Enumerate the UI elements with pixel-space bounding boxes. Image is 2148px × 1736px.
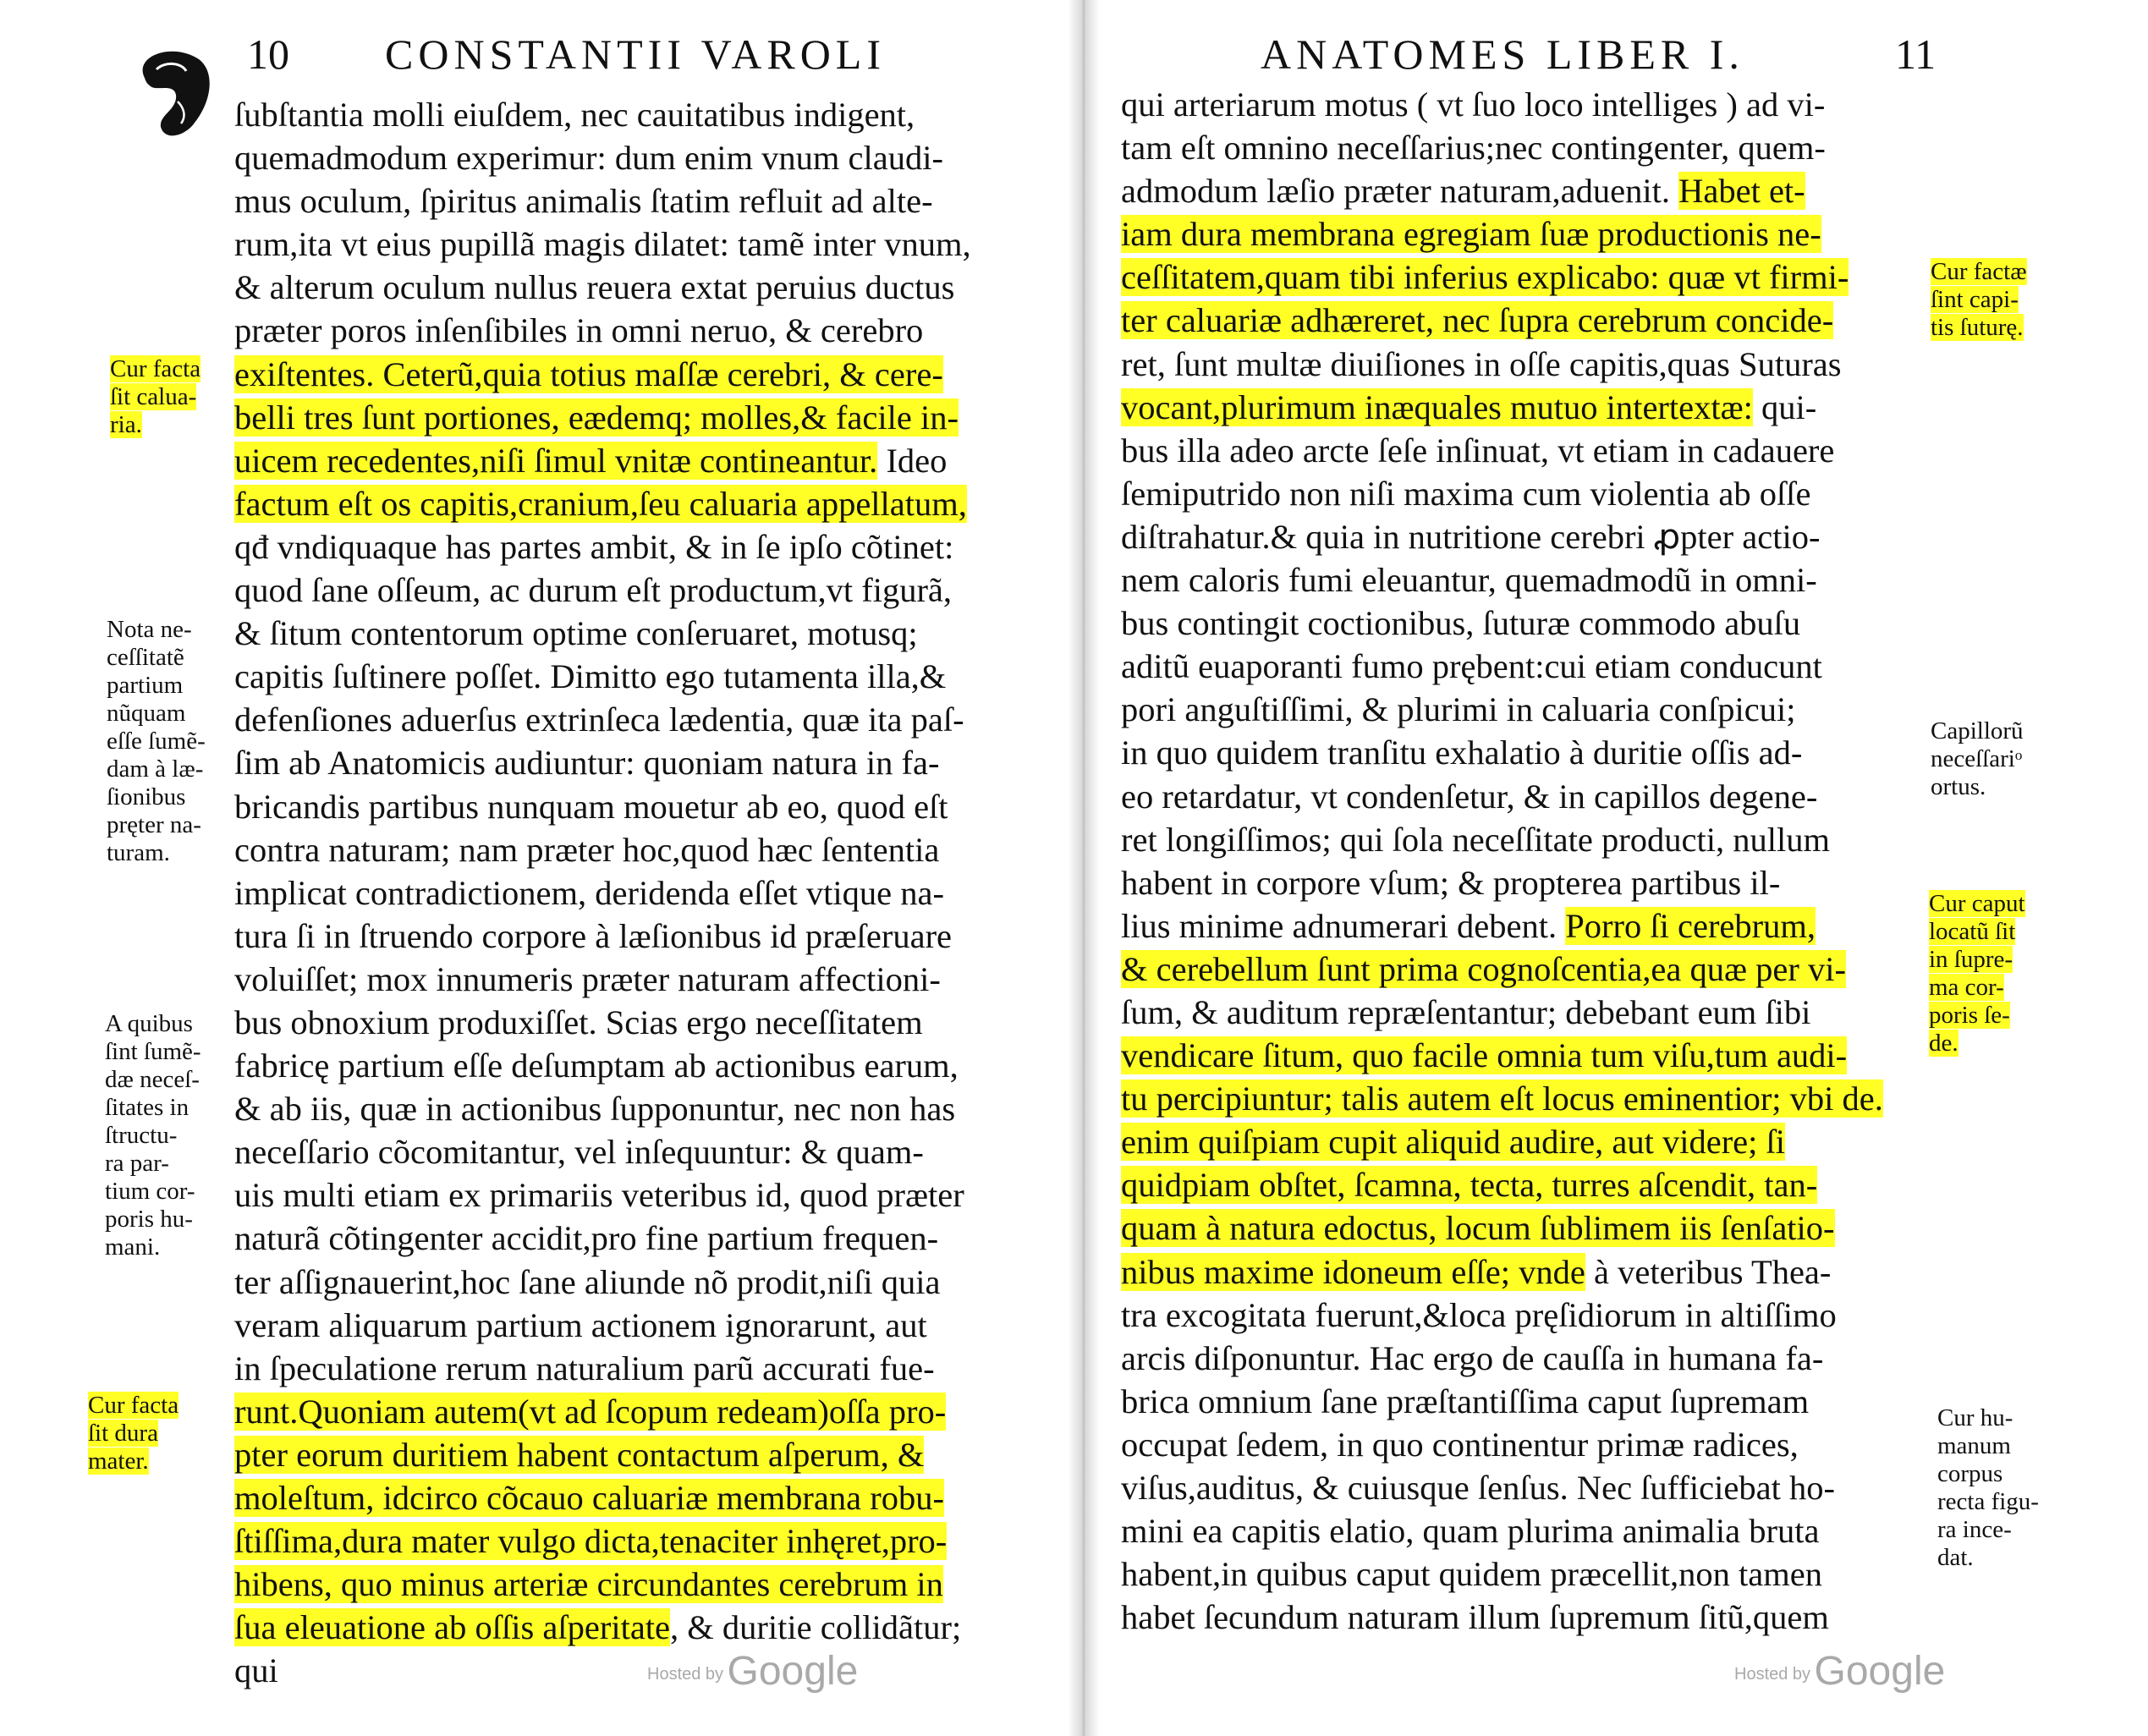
watermark-prefix: Hosted by: [647, 1665, 724, 1684]
margin-note-line: dam à læ-: [107, 755, 204, 783]
highlighted-text: Porro ſi cerebrum,: [1565, 906, 1816, 945]
margin-note-line: ſitates in: [105, 1094, 190, 1121]
margin-note-line: [88, 1420, 179, 1448]
text-line: nem caloris fumi eleuantur, quemadmodũ in omni-: [1121, 561, 1817, 600]
text-line: uis multi etiam ex primariis veteribus id, quod præter: [234, 1176, 964, 1215]
margin-note-line: ra par-: [105, 1150, 169, 1177]
margin-note-line: [1929, 890, 2025, 918]
margin-note-line: ſtructu-: [105, 1122, 178, 1149]
text-line: ſim ab Anatomicis audiuntur: quoniam natura in fa-: [234, 744, 940, 783]
margin-note-line: [110, 355, 201, 383]
text-line: in ſpeculatione rerum naturalium parũ accurati fue-: [234, 1349, 935, 1387]
highlighted-text: quidpiam obſtet, ſcamna, tecta, turres aſcendit, tan-: [1121, 1166, 1818, 1205]
highlighted-text: Cur facta: [110, 355, 201, 382]
margin-note-line: dæ neceſ-: [105, 1066, 200, 1093]
highlighted-text: ceſſitatem,quam tibi inferius explicabo: quæ vt firmi-: [1121, 258, 1849, 297]
text-line: [234, 1563, 971, 1606]
highlighted-text: Cur caput: [1929, 890, 2025, 917]
margin-note-line: ra ince-: [1937, 1516, 2012, 1543]
margin-note-line: dat.: [1937, 1544, 1974, 1571]
highlighted-text: locatũ ſit: [1929, 918, 2016, 945]
text-line: in quo quidem tranſitu exhalatio à duritie oſſis ad-: [1121, 733, 1803, 772]
text-line: brica omnium ſane præſtantiſſima caput ſupremam: [1121, 1382, 1810, 1420]
text-line: [234, 1433, 971, 1476]
text-line: implicat contradictionem, deridenda eſſet vtique na-: [234, 873, 944, 912]
running-head: CONSTANTII VAROLI: [385, 30, 886, 78]
text-line: bricandis partibus nunquam mouetur ab eo, quod eſt: [234, 787, 948, 826]
text-line: voluiſſet; mox innumeris præter naturam affectioni-: [234, 959, 941, 998]
highlighted-text: tu percipiuntur; talis autem eſt locus eminentior; vbi de.: [1121, 1080, 1883, 1118]
margin-note-line: neceſſariᵒ: [1931, 745, 2023, 772]
highlighted-text: & cerebellum ſunt prima cognoſcentia,ea quæ per vi-: [1121, 949, 1846, 988]
highlighted-text: ter caluariæ adhæreret, nec ſupra cerebrum concide-: [1121, 301, 1834, 340]
highlighted-text: ſint capi-: [1931, 286, 2019, 313]
margin-note-line: ſionibus: [107, 783, 186, 810]
margin-note-line: ſint ſumẽ-: [105, 1038, 201, 1065]
text-line: ret, ſunt multæ diuiſiones in oſſe capitis,quas Suturas: [1121, 344, 1842, 383]
book-gutter: [1068, 0, 1100, 1736]
margin-note-cur-facta-dura-mater: [88, 1392, 179, 1475]
highlighted-text: vocant,plurimum inæquales mutuo intertextæ:: [1121, 387, 1753, 426]
text-line: neceſſario cõcomitantur, vel inſequuntur: & quam-: [234, 1133, 924, 1172]
margin-note-line: mani.: [105, 1233, 161, 1261]
highlighted-text: pter eorum duritiem habent contactum aſperum, &: [234, 1435, 925, 1474]
text-line: veram aliquarum partium actionem ignorarunt, aut: [234, 1305, 927, 1344]
text-line: eo retardatur, vt condenſetur, & in capillos degene-: [1121, 777, 1818, 816]
text-line: [1121, 1077, 1883, 1120]
highlighted-text: Habet et-: [1678, 172, 1805, 211]
margin-note-line: Capillorũ: [1931, 717, 2024, 744]
margin-note-line: [1931, 314, 2027, 342]
margin-note-line: Nota ne-: [107, 616, 192, 643]
highlighted-text: vendicare ſitum, quo facile omnia tum viſu,tum audi-: [1121, 1036, 1848, 1075]
margin-note-a-quibus: [105, 1010, 201, 1261]
margin-note-line: poris hu-: [105, 1206, 193, 1233]
margin-note-line: [88, 1392, 179, 1420]
highlighted-text: ſit dura: [88, 1420, 158, 1447]
margin-note-cur-caput-suprema: [1929, 890, 2025, 1058]
margin-note-line: [1931, 286, 2027, 314]
text-line: habent,in quibus caput quidem præcellit,non tamen: [1121, 1555, 1822, 1594]
text-line: qui: [234, 1651, 278, 1690]
text-line: quemadmodum experimur: dum enim vnum claudi-: [234, 139, 943, 178]
highlighted-text: runt.Quoniam autem(vt ad ſcopum redeam)oſſa pro-: [234, 1392, 947, 1431]
margin-note-line: [110, 411, 201, 439]
google-watermark: [1734, 1648, 1945, 1695]
text-line: [1121, 1163, 1883, 1206]
text-line: capitis ſuſtinere poſſet. Dimitto ego tutamenta illa,&: [234, 657, 947, 696]
highlighted-text: enim quiſpiam cupit aliquid audire, aut videre; ſi: [1121, 1123, 1786, 1162]
text-line: occupat ſedem, in quo continentur primæ radices,: [1121, 1425, 1799, 1464]
highlighted-text: ſit calua-: [110, 383, 197, 410]
margin-note-line: [1929, 974, 2025, 1002]
text-line: tura ſi in ſtruendo corpore à læſionibus id præſeruare: [234, 916, 953, 955]
margin-note-cur-humanum-corpus: [1937, 1404, 2039, 1572]
highlighted-text: ſua eleuatione ab oſſis aſperitate: [234, 1608, 671, 1647]
highlighted-text: tis ſuturę.: [1931, 314, 2024, 341]
margin-note-nota-necessitatem: [107, 616, 206, 867]
text-line: lius minime adnumerari debent. Porro ſi cerebrum,: [1121, 906, 1816, 945]
text-line: [1121, 1034, 1883, 1077]
text-line: ſemiputrido non niſi maxima cum violentia ab oſſe: [1121, 474, 1811, 513]
text-line: diſtrahatur.& quia in nutritione cerebri ꝓpter actio-: [1121, 517, 1821, 556]
text-line: uicem recedentes,niſi ſimul vnitæ contineantur. Ideo: [234, 441, 948, 480]
text-line: nibus maxime idoneum eſſe; vnde à veteribus Thea-: [1121, 1252, 1832, 1291]
text-line: quod ſane oſſeum, ac durum eſt productum,vt figurã,: [234, 571, 953, 610]
margin-note-line: [88, 1448, 179, 1475]
text-line: [234, 353, 971, 396]
text-line: [1121, 948, 1883, 991]
text-line: [234, 1476, 971, 1519]
main-text-column: [234, 93, 971, 1692]
text-line: præter poros inſenſibiles in omni neruo, & cerebro: [234, 311, 924, 350]
text-line: qui arteriarum motus ( vt ſuo loco intelliges ) ad vi-: [1121, 85, 1826, 124]
text-line: defenſiones aduerſus extrinſeca lædentia, quæ ita paſ-: [234, 700, 964, 739]
margin-note-line: nũquam: [107, 700, 186, 727]
margin-note-line: partium: [107, 672, 184, 699]
text-line: ſubſtantia molli eiuſdem, nec cauitatibus indigent,: [234, 96, 915, 134]
margin-note-line: Cur hu-: [1937, 1404, 2013, 1431]
text-line: [1121, 1120, 1883, 1163]
text-line: rum,ita vt eius pupillã magis dilatet: tamẽ inter vnum,: [234, 225, 971, 264]
text-line: [1121, 255, 1883, 299]
text-line: pori anguſtiſſimi, & plurimi in caluaria conſpicui;: [1121, 690, 1796, 729]
text-line: arcis diſponuntur. Hac ergo de cauſſa in humana fa-: [1121, 1338, 1824, 1377]
margin-note-line: [1929, 1002, 2025, 1030]
page-number: 10: [247, 30, 289, 78]
text-line: ſua eleuatione ab oſſis aſperitate, & duritie collidãtur;: [234, 1608, 962, 1647]
margin-note-capillorum-ortus: [1931, 717, 2024, 801]
watermark-brand: Google: [727, 1649, 859, 1694]
margin-note-line: [1931, 258, 2027, 286]
highlighted-text: quam à natura edoctus, locum ſublimem iis ſenſatio-: [1121, 1209, 1835, 1248]
highlighted-text: poris ſe-: [1929, 1002, 2010, 1029]
highlighted-text: hibens, quo minus arteriæ circundantes cerebrum in: [234, 1565, 943, 1604]
text-line: tam eſt omnino neceſſarius;nec contingenter, quem-: [1121, 129, 1826, 168]
margin-note-line: tium cor-: [105, 1178, 195, 1205]
text-line: ter aſſignauerint,hoc ſane aliunde nõ prodit,niſi quia: [234, 1262, 941, 1301]
margin-note-line: manum: [1937, 1432, 2011, 1459]
highlighted-text: in ſupre-: [1929, 946, 2013, 973]
margin-note-line: ortus.: [1931, 773, 1986, 800]
highlighted-text: Cur facta: [88, 1392, 179, 1419]
margin-note-cur-factae-suturae: [1931, 258, 2027, 342]
highlighted-text: iam dura membrana egregiam ſuæ productionis ne-: [1121, 215, 1821, 254]
printer-ornament-icon: [127, 42, 220, 144]
highlighted-text: uicem recedentes,niſi ſimul vnitæ contineantur.: [234, 441, 878, 480]
text-line: vocant,plurimum inæquales mutuo intertextæ: qui-: [1121, 387, 1817, 426]
highlighted-text: Cur factæ: [1931, 258, 2027, 285]
text-line: fabricę partium eſſe deſumptam ab actionibus earum,: [234, 1047, 959, 1085]
highlighted-text: exiſtentes. Ceterũ,quia totius maſſæ cerebri, & cere-: [234, 354, 943, 393]
main-text-column: [1121, 83, 1883, 1639]
text-line: ret longiſſimos; qui ſola neceſſitate producti, nullum: [1121, 820, 1830, 859]
text-line: aditũ euaporanti fumo prębent:cui etiam conducunt: [1121, 647, 1822, 686]
watermark-brand: Google: [1814, 1649, 1946, 1694]
text-line: habent in corpore vſum; & propterea partibus il-: [1121, 863, 1781, 902]
text-line: habet ſecundum naturam illum ſupremum ſitũ,quem: [1121, 1598, 1829, 1637]
highlighted-text: de.: [1929, 1030, 1958, 1057]
text-line: mini ea capitis elatio, quam plurima animalia bruta: [1121, 1512, 1820, 1551]
text-line: [234, 1519, 971, 1563]
text-line: & ſitum contentorum optime conſeruaret, motusq;: [234, 614, 918, 653]
margin-note-line: corpus: [1937, 1460, 2003, 1487]
text-line: bus illa adeo arcte ſeſe inſinuat, vt etiam in cadauere: [1121, 431, 1835, 470]
text-line: bus contingit coctionibus, ſuturæ commodo abuſu: [1121, 604, 1801, 643]
text-line: [1121, 212, 1883, 255]
text-line: tra excogitata fuerunt,&loca pręſidiorum in altiſſimo: [1121, 1295, 1837, 1334]
running-head: ANATOMES LIBER I.: [1261, 30, 1744, 78]
text-line: [234, 482, 971, 525]
margin-note-line: eſſe ſumẽ-: [107, 728, 206, 755]
highlighted-text: ma cor-: [1929, 974, 2004, 1001]
text-line: [1121, 1206, 1883, 1250]
text-line: mus oculum, ſpiritus animalis ſtatim refluit ad alte-: [234, 182, 933, 221]
highlighted-text: belli tres ſunt portiones, eædemq; molles,& facile in-: [234, 398, 959, 437]
margin-note-line: recta figu-: [1937, 1488, 2039, 1515]
highlighted-text: ſtiſſima,dura mater vulgo dicta,tenaciter inhęret,pro-: [234, 1522, 948, 1561]
highlighted-text: moleſtum, idcirco cõcauo caluariæ membrana robu-: [234, 1479, 944, 1517]
margin-note-line: [1929, 918, 2025, 946]
margin-note-line: [1929, 946, 2025, 974]
margin-note-line: ceſſitatẽ: [107, 644, 184, 671]
google-watermark: [647, 1648, 858, 1695]
highlighted-text: nibus maxime idoneum eſſe; vnde: [1121, 1252, 1585, 1291]
text-line: [234, 396, 971, 439]
highlighted-text: mater.: [88, 1448, 149, 1475]
margin-note-line: [110, 383, 201, 411]
right-page: [1100, 0, 2148, 1736]
text-line: bus obnoxium produxiſſet. Scias ergo neceſſitatem: [234, 1003, 923, 1041]
left-page: [0, 0, 1068, 1736]
margin-note-cur-facta-calvaria: [110, 355, 201, 439]
text-line: [234, 1390, 971, 1433]
margin-note-line: turam.: [107, 839, 170, 866]
text-line: viſus,auditus, & cuiusque ſenſus. Nec ſufficiebat ho-: [1121, 1469, 1835, 1507]
text-line: contra naturam; nam præter hoc,quod hæc ſententia: [234, 830, 940, 869]
text-line: admodum læſio præter naturam,aduenit. Habet et-: [1121, 172, 1805, 211]
margin-note-line: pręter na-: [107, 811, 201, 838]
highlighted-text: ria.: [110, 411, 142, 438]
text-line: & ab iis, quæ in actionibus ſupponuntur, nec non has: [234, 1090, 956, 1129]
text-line: [1121, 299, 1883, 342]
text-line: qđ vndiquaque has partes ambit, & in ſe ipſo cõtinet:: [234, 527, 954, 566]
page-number: 11: [1895, 30, 1936, 78]
highlighted-text: factum eſt os capitis,cranium,ſeu caluaria appellatum,: [234, 484, 967, 523]
text-line: & alterum oculum nullus reuera extat peruius ductus: [234, 268, 955, 307]
margin-note-line: A quibus: [105, 1010, 193, 1037]
text-line: naturã cõtingenter accidit,pro fine partium frequen-: [234, 1219, 939, 1258]
text-line: ſum, & auditum repræſentantur; debebant eum ſibi: [1121, 992, 1811, 1031]
margin-note-line: [1929, 1030, 2025, 1058]
watermark-prefix: Hosted by: [1734, 1665, 1811, 1684]
